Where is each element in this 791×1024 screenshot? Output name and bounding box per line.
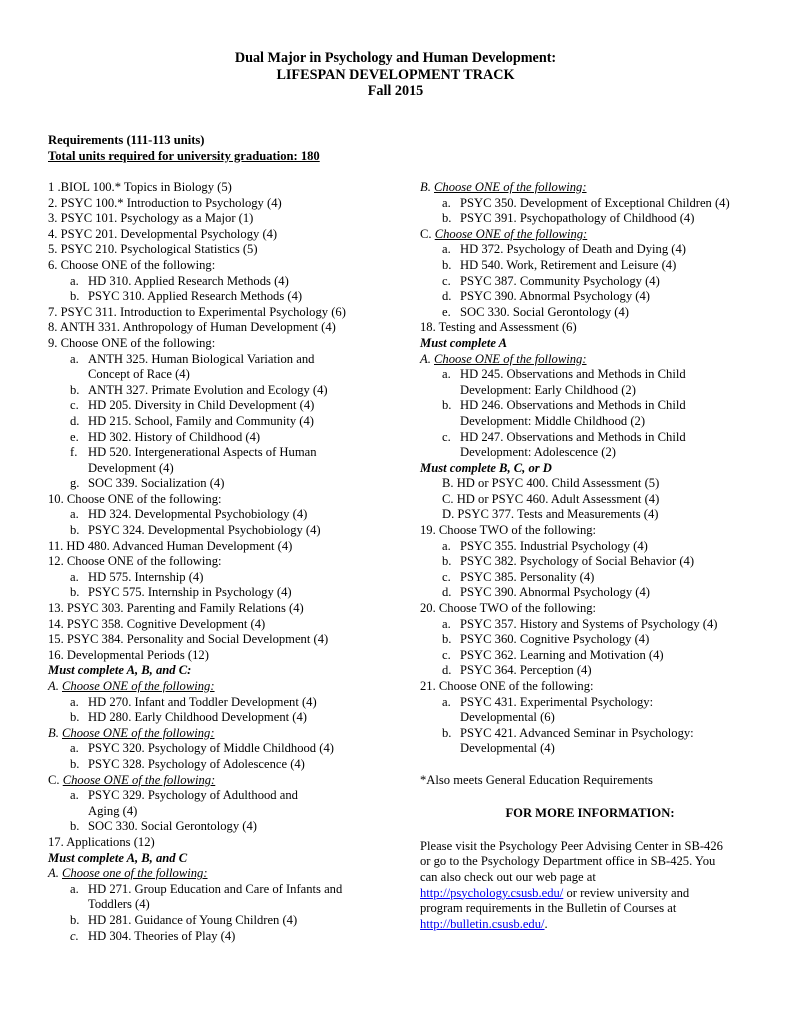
spacer: [420, 757, 760, 773]
sub-item: [420, 648, 760, 664]
sub-letter: b.: [442, 398, 452, 413]
requirements-title: Requirements (111-113 units): [48, 133, 205, 147]
sub-text: SOC 339. Socialization (4): [88, 476, 225, 491]
sub-text: HD 247. Observations and Methods in Child Development: Adolescence (2): [460, 429, 686, 460]
sub-letter: a.: [70, 273, 79, 288]
sub-item: [48, 695, 398, 711]
sub-text: HD 215. School, Family and Community (4): [88, 413, 314, 428]
sub-letter: b.: [70, 819, 80, 834]
sub-letter: a.: [70, 351, 79, 366]
list-item: 6. Choose ONE of the following:: [48, 257, 216, 272]
list-item: 11. HD 480. Advanced Human Development (4): [48, 538, 293, 553]
list-item: 7. PSYC 311. Introduction to Experimental Psychology (6): [48, 304, 346, 319]
sub-text: HD 540. Work, Retirement and Leisure (4): [460, 257, 677, 272]
list-item: 4. PSYC 201. Developmental Psychology (4): [48, 226, 278, 241]
sub-text: PSYC 385. Personality (4): [460, 569, 595, 584]
list-item: 21. Choose ONE of the following:: [420, 679, 594, 693]
sub-text: HD 245. Observations and Methods in Child Development: Early Childhood (2): [460, 367, 686, 397]
list-item: 19. Choose TWO of the following:: [420, 523, 597, 538]
sub-letter: b.: [442, 211, 452, 226]
sub-item: [48, 929, 398, 945]
sub-letter: d.: [442, 663, 452, 678]
list-item: 13. PSYC 303. Parenting and Family Relations (4): [48, 601, 304, 616]
sub-item: [48, 383, 398, 399]
list-item: 8. ANTH 331. Anthropology of Human Development (4): [48, 320, 336, 335]
list-item: 16. Developmental Periods (12): [48, 647, 209, 662]
group-heading-text: Choose ONE of the following:: [62, 679, 215, 693]
title-line-3: Fall 2015: [367, 83, 424, 99]
sub-text: PSYC 382. Psychology of Social Behavior (4): [460, 554, 695, 569]
group-heading-text: Choose one of the following:: [62, 866, 208, 881]
sub-item: [420, 305, 760, 321]
sub-letter: c.: [442, 647, 451, 662]
group-heading: [48, 773, 398, 789]
gen-ed-note: *Also meets General Education Requirements: [420, 772, 653, 787]
sub-letter: b.: [442, 632, 452, 647]
sub-text: HD 280. Early Childhood Development (4): [88, 710, 307, 725]
sub-item: [420, 274, 760, 290]
sub-text: HD 372. Psychology of Death and Dying (4): [460, 242, 686, 257]
list-item: 17. Applications (12): [48, 834, 155, 849]
sub-letter: a.: [442, 195, 451, 210]
sub-item: [420, 539, 760, 555]
sub-item: [420, 289, 760, 305]
sub-letter: b.: [442, 725, 452, 740]
list-item: 14. PSYC 358. Cognitive Development (4): [48, 616, 266, 631]
group-heading: [48, 866, 398, 882]
sub-item: [420, 430, 760, 461]
info-text: .: [544, 916, 548, 931]
group-heading-text: Choose ONE of the following:: [434, 351, 587, 366]
group-heading-text: Choose ONE of the following:: [434, 226, 588, 241]
sub-letter: a.: [70, 507, 79, 522]
list-item: 12. Choose ONE of the following:: [48, 554, 222, 569]
must-complete-label: Must complete A, B, and C: [48, 850, 188, 865]
sub-item: [48, 913, 398, 929]
must-complete-label: Must complete B, C, or D: [420, 460, 552, 475]
sub-item: [48, 507, 398, 523]
sub-item: [420, 695, 760, 726]
group-heading: [48, 726, 398, 742]
sub-item: [48, 523, 398, 539]
list-item: 18. Testing and Assessment (6): [420, 320, 577, 335]
sub-item: [48, 741, 398, 757]
psychology-website-link[interactable]: http://psychology.csusb.edu/: [420, 885, 564, 900]
group-letter: A.: [48, 679, 59, 693]
sub-item: [420, 726, 760, 757]
page-header: [0, 50, 791, 100]
sub-text: HD 304. Theories of Play (4): [88, 928, 236, 943]
sub-letter: c.: [70, 398, 79, 413]
group-letter: B.: [420, 180, 431, 194]
sub-item: [420, 398, 760, 429]
sub-letter: a.: [442, 616, 451, 631]
sub-text: HD 302. History of Childhood (4): [88, 429, 261, 444]
sub-letter: a.: [70, 694, 79, 709]
sub-item: [48, 445, 398, 476]
list-item: 3. PSYC 101. Psychology as a Major (1): [48, 211, 254, 226]
sub-letter: b.: [442, 257, 452, 272]
sub-letter: e.: [442, 304, 451, 319]
group-letter: C.: [420, 226, 432, 241]
sub-item: [48, 289, 398, 305]
sub-text: PSYC 357. History and Systems of Psychology (4): [460, 616, 718, 631]
sub-text: ANTH 325. Human Biological Variation and Concept of Race (4): [88, 351, 315, 382]
sub-item: [48, 414, 398, 430]
right-column: [420, 180, 760, 932]
group-heading: [420, 227, 760, 243]
sub-item: [48, 274, 398, 290]
sub-letter: d.: [70, 413, 80, 428]
sub-item: [48, 430, 398, 446]
group-letter: C.: [48, 772, 60, 787]
sub-item: [420, 196, 760, 212]
group-heading: [48, 679, 398, 695]
sub-item: [420, 617, 760, 633]
must-complete-label: Must complete A, B, and C:: [48, 663, 192, 678]
sub-letter: f.: [70, 445, 78, 460]
sub-letter: e.: [70, 429, 79, 444]
sub-text: HD 310. Applied Research Methods (4): [88, 273, 289, 288]
sub-letter: a.: [442, 694, 451, 709]
sub-text: PSYC 364. Perception (4): [460, 663, 592, 678]
list-item: 1 .BIOL 100.* Topics in Biology (5): [48, 180, 232, 194]
sub-text: PSYC 355. Industrial Psychology (4): [460, 538, 648, 553]
sub-item: [420, 663, 760, 679]
total-units: Total units required for university graduation: 180: [48, 148, 320, 163]
sub-text: PSYC 310. Applied Research Methods (4): [88, 289, 303, 304]
sub-text: PSYC 390. Abnormal Psychology (4): [460, 585, 650, 600]
sub-letter: c.: [442, 273, 451, 288]
list-item: B. HD or PSYC 400. Child Assessment (5): [442, 476, 660, 491]
sub-item: [48, 882, 398, 913]
sub-item: [48, 585, 398, 601]
sub-item: [48, 476, 398, 492]
sub-text: PSYC 390. Abnormal Psychology (4): [460, 289, 650, 304]
group-heading-text: Choose ONE of the following:: [434, 180, 587, 194]
sub-letter: b.: [70, 912, 80, 927]
list-item: D. PSYC 377. Tests and Measurements (4): [442, 507, 659, 522]
sub-item: [420, 585, 760, 601]
sub-text: PSYC 387. Community Psychology (4): [460, 273, 660, 288]
sub-text: PSYC 350. Development of Exceptional Children (4): [460, 195, 730, 210]
sub-letter: g.: [70, 476, 80, 491]
info-text: or review university and program requirements in the Bulletin of Courses at: [420, 885, 690, 916]
list-item: 9. Choose ONE of the following:: [48, 335, 216, 350]
sub-letter: b.: [442, 554, 452, 569]
sub-item: [48, 757, 398, 773]
group-heading: [420, 352, 760, 368]
sub-item: [420, 632, 760, 648]
sub-item: [48, 352, 398, 383]
sub-text: PSYC 362. Learning and Motivation (4): [460, 647, 664, 662]
sub-letter: b.: [70, 585, 80, 600]
sub-letter: a.: [442, 367, 451, 382]
sub-letter: a.: [442, 538, 451, 553]
sub-text: PSYC 421. Advanced Seminar in Psychology: Developmental (4): [460, 725, 694, 756]
sub-letter: b.: [70, 382, 80, 397]
requirements-heading: [48, 133, 320, 164]
sub-text: HD 575. Internship (4): [88, 569, 204, 584]
list-item: 2. PSYC 100.* Introduction to Psychology (4): [48, 195, 282, 210]
title-line-1: Dual Major in Psychology and Human Development:: [234, 50, 557, 66]
more-info-heading: FOR MORE INFORMATION:: [505, 806, 675, 821]
sub-text: HD 324. Developmental Psychobiology (4): [88, 507, 308, 522]
sub-text: HD 246. Observations and Methods in Child Development: Middle Childhood (2): [460, 398, 686, 428]
sub-text: PSYC 324. Developmental Psychobiology (4): [88, 523, 321, 538]
sub-text: HD 205. Diversity in Child Development (4): [88, 398, 315, 413]
sub-text: HD 281. Guidance of Young Children (4): [88, 912, 298, 927]
sub-text: PSYC 320. Psychology of Middle Childhood (4): [88, 741, 334, 756]
sub-letter: d.: [442, 289, 452, 304]
sub-item: [420, 242, 760, 258]
sub-text: PSYC 329. Psychology of Adulthood and Aging (4): [88, 788, 298, 818]
title-line-2: LIFESPAN DEVELOPMENT TRACK: [276, 66, 515, 83]
sub-text: HD 270. Infant and Toddler Development (4): [88, 694, 317, 709]
sub-text: PSYC 328. Psychology of Adolescence (4): [88, 756, 305, 771]
sub-letter: a.: [442, 242, 451, 257]
sub-item: [48, 570, 398, 586]
sub-item: [420, 367, 760, 398]
sub-letter: b.: [70, 523, 80, 538]
sub-letter: a.: [70, 569, 79, 584]
list-item: 15. PSYC 384. Personality and Social Development (4): [48, 632, 329, 647]
sub-letter: a.: [70, 881, 79, 896]
sub-item: [48, 819, 398, 835]
sub-item: [420, 570, 760, 586]
list-item: 10. Choose ONE of the following:: [48, 491, 222, 506]
sub-letter: b.: [70, 710, 80, 725]
group-heading-text: Choose ONE of the following:: [62, 772, 216, 787]
sub-text: SOC 330. Social Gerontology (4): [460, 304, 629, 319]
sub-text: PSYC 431. Experimental Psychology: Developmental (6): [460, 694, 654, 725]
sub-text: PSYC 391. Psychopathology of Childhood (4): [460, 211, 695, 226]
sub-letter: c.: [442, 429, 451, 444]
sub-letter: a.: [70, 741, 79, 756]
sub-letter: a.: [70, 788, 79, 803]
list-item: C. HD or PSYC 460. Adult Assessment (4): [442, 491, 660, 506]
must-complete-label: Must complete A: [420, 335, 507, 350]
sub-letter: b.: [70, 289, 80, 304]
sub-text: SOC 330. Social Gerontology (4): [88, 819, 257, 834]
group-heading: [420, 180, 760, 196]
group-letter: B.: [48, 725, 59, 740]
sub-text: HD 271. Group Education and Care of Infants and Toddlers (4): [88, 881, 343, 912]
group-heading-text: Choose ONE of the following:: [62, 725, 215, 740]
sub-text: PSYC 575. Internship in Psychology (4): [88, 585, 292, 600]
sub-letter: d.: [442, 585, 452, 600]
sub-text: HD 520. Intergenerational Aspects of Human Development (4): [88, 445, 317, 475]
sub-letter: c.: [442, 569, 451, 584]
sub-item: [48, 398, 398, 414]
sub-text: PSYC 360. Cognitive Psychology (4): [460, 632, 650, 647]
sub-item: [420, 258, 760, 274]
group-letter: A.: [48, 866, 59, 881]
info-paragraph: [420, 839, 735, 933]
list-item: 5. PSYC 210. Psychological Statistics (5): [48, 242, 258, 257]
group-letter: A.: [420, 351, 431, 366]
sub-item: [420, 211, 760, 227]
bulletin-website-link[interactable]: http://bulletin.csusb.edu/: [420, 916, 545, 931]
sub-item: [420, 554, 760, 570]
sub-item: [48, 788, 398, 819]
left-column: [48, 180, 398, 944]
sub-item: [48, 710, 398, 726]
sub-text: ANTH 327. Primate Evolution and Ecology (4): [88, 382, 328, 397]
info-text: Please visit the Psychology Peer Advising Center in SB-426 or go to the Psychology Department office in SB-425. You can also check out our web page at: [420, 838, 723, 884]
sub-letter: c.: [70, 928, 79, 943]
list-item: 20. Choose TWO of the following:: [420, 601, 597, 616]
sub-letter: b.: [70, 756, 80, 771]
